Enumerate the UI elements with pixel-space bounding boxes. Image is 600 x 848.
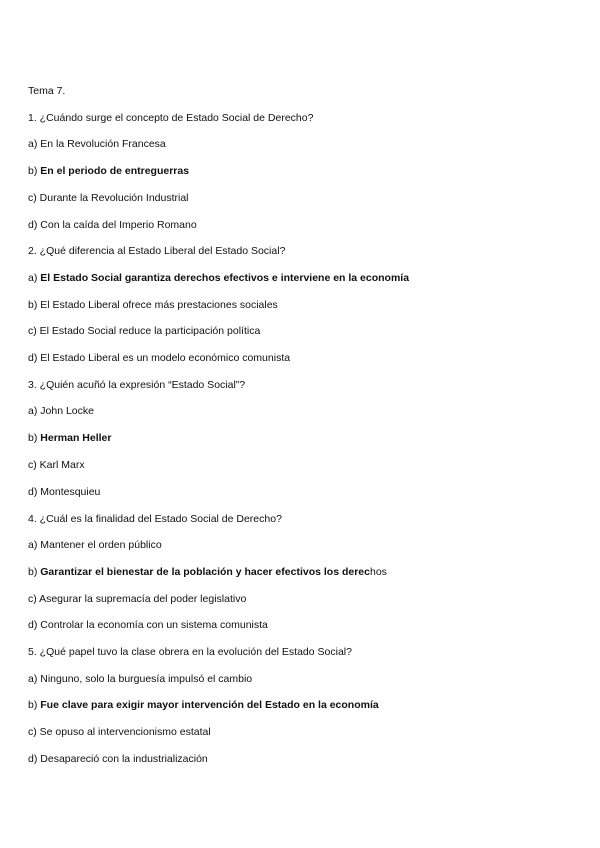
option-text: Se opuso al intervencionismo estatal (39, 726, 211, 738)
option-5b-correct (28, 698, 379, 712)
option-prefix: b) (28, 566, 41, 578)
option-prefix: b) (28, 699, 41, 711)
question-2: 2. ¿Qué diferencia al Estado Liberal del Estado Social? (28, 245, 286, 257)
option-5a (28, 672, 252, 686)
option-text: Controlar la economía con un sistema comunista (40, 619, 268, 631)
option-1c (28, 191, 189, 205)
option-text-tail: hos (369, 566, 387, 578)
option-prefix: a) (28, 405, 41, 417)
option-3c (28, 458, 85, 472)
option-5c (28, 725, 211, 739)
option-text: Karl Marx (39, 459, 85, 471)
option-prefix: a) (28, 272, 41, 284)
option-2d (28, 351, 290, 365)
question-5: 5. ¿Qué papel tuvo la clase obrera en la evolución del Estado Social? (28, 646, 352, 658)
question-3: 3. ¿Quién acuñó la expresión “Estado Social”? (28, 379, 246, 391)
option-prefix: d) (28, 219, 41, 231)
option-text: El Estado Liberal es un modelo económico comunista (40, 352, 291, 364)
option-1d (28, 218, 197, 232)
option-2a-correct (28, 271, 409, 285)
option-prefix: b) (28, 299, 41, 311)
document-title: Tema 7. (28, 85, 66, 97)
option-prefix: d) (28, 753, 41, 765)
option-text: El Estado Social reduce la participación política (39, 325, 261, 337)
option-3b-correct (28, 431, 111, 445)
option-4a (28, 538, 162, 552)
option-text: Ninguno, solo la burguesía impulsó el cambio (40, 673, 253, 685)
option-text: Durante la Revolución Industrial (39, 192, 189, 204)
option-4c (28, 592, 246, 606)
option-1b-correct (28, 164, 189, 178)
option-text: Montesquieu (40, 486, 101, 498)
question-1: 1. ¿Cuándo surge el concepto de Estado Social de Derecho? (28, 112, 314, 124)
option-text: Asegurar la supremacía del poder legislativo (39, 593, 247, 605)
option-4b-correct (28, 565, 387, 579)
option-prefix: c) (28, 325, 40, 337)
option-4d (28, 618, 268, 632)
option-3a (28, 404, 94, 418)
option-5d (28, 752, 208, 766)
option-prefix: b) (28, 432, 41, 444)
option-2c (28, 324, 260, 338)
option-prefix: c) (28, 459, 40, 471)
option-text: Mantener el orden público (40, 539, 162, 551)
option-text: En el periodo de entreguerras (40, 165, 190, 177)
question-4: 4. ¿Cuál es la finalidad del Estado Social de Derecho? (28, 513, 282, 525)
option-prefix: d) (28, 486, 41, 498)
option-2b (28, 298, 278, 312)
option-1a (28, 137, 166, 151)
option-prefix: a) (28, 138, 41, 150)
option-text: En la Revolución Francesa (40, 138, 166, 150)
option-text: Fue clave para exigir mayor intervención del Estado en la economía (40, 699, 379, 711)
option-prefix: d) (28, 352, 41, 364)
option-prefix: a) (28, 673, 41, 685)
option-text: Garantizar el bienestar de la población y hacer efectivos los derec (40, 566, 370, 578)
option-text: Desapareció con la industrialización (40, 753, 208, 765)
option-prefix: c) (28, 726, 40, 738)
option-prefix: d) (28, 619, 41, 631)
option-prefix: c) (28, 192, 40, 204)
option-3d (28, 485, 100, 499)
option-prefix: b) (28, 165, 41, 177)
option-prefix: c) (28, 593, 40, 605)
option-text: El Estado Liberal ofrece más prestaciones sociales (40, 299, 278, 311)
option-text: Con la caída del Imperio Romano (40, 219, 197, 231)
option-prefix: a) (28, 539, 41, 551)
option-text: John Locke (40, 405, 94, 417)
option-text: El Estado Social garantiza derechos efectivos e interviene en la economía (40, 272, 410, 284)
option-text: Herman Heller (40, 432, 112, 444)
